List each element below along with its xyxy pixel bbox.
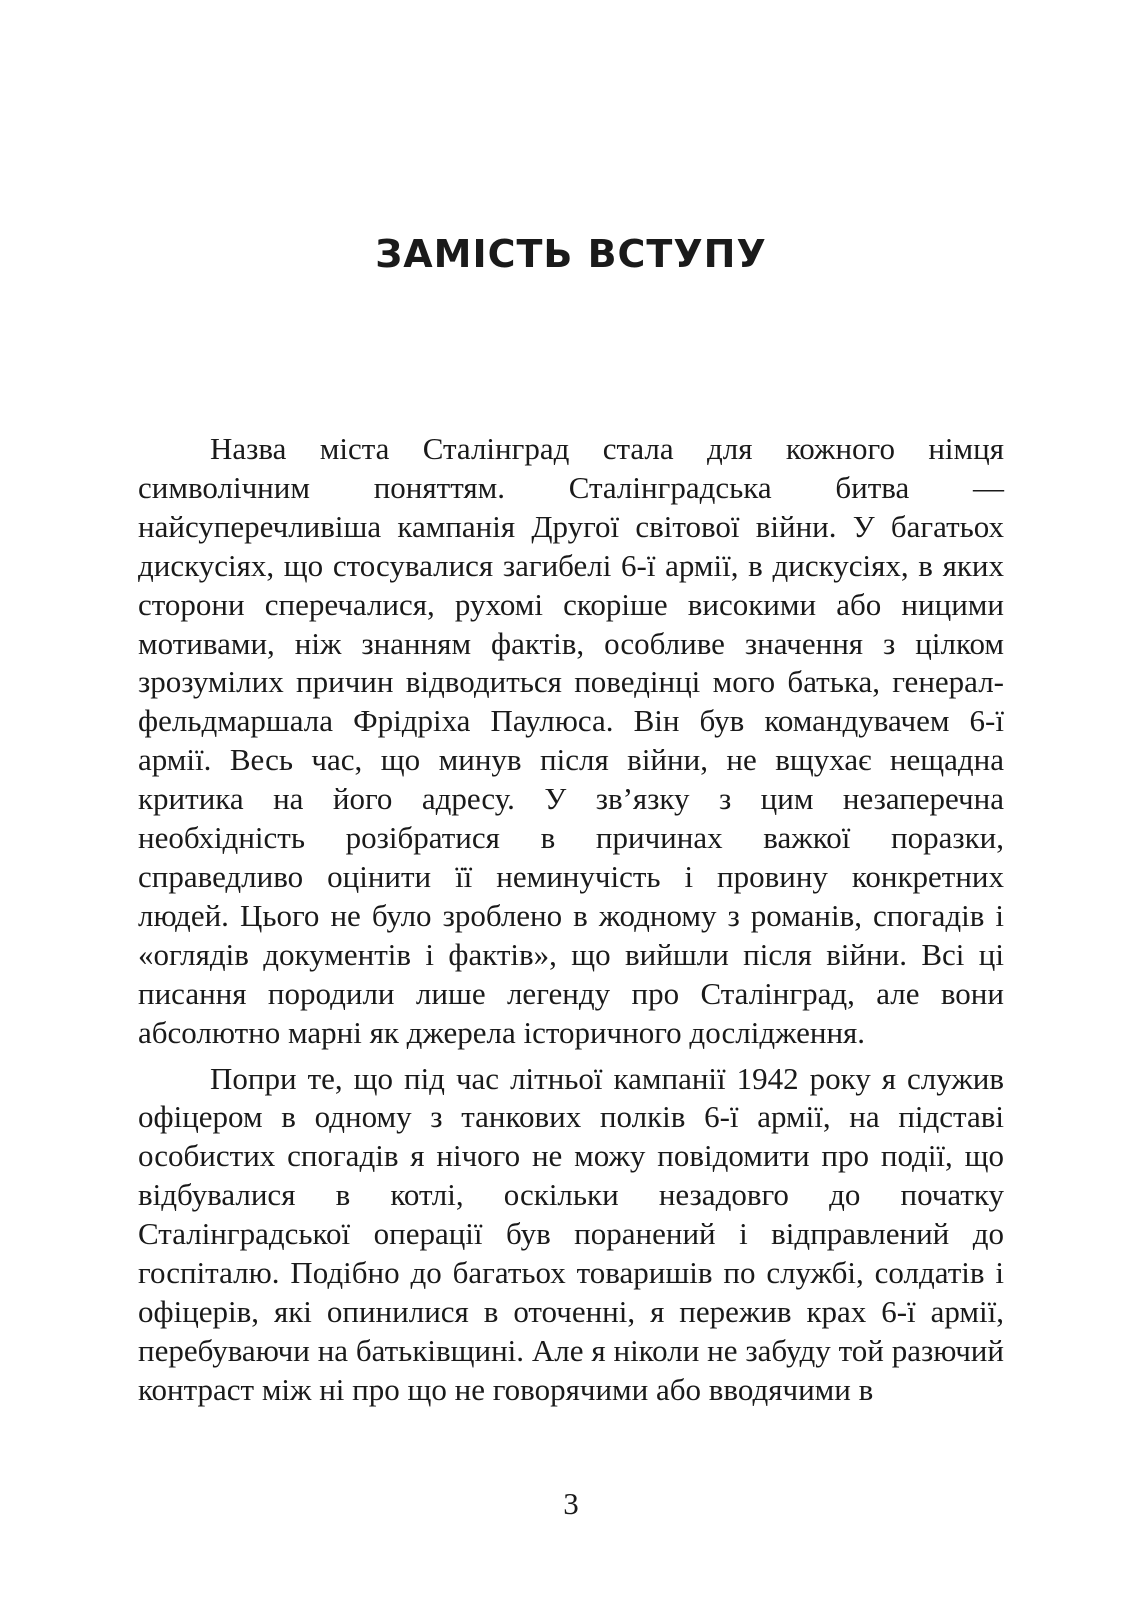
body-text [138,430,1004,1410]
paragraph-1: Назва міста Сталінград стала для кожного німця символічним поняттям. Сталінградська битва — найсуперечливіша кампанія Другої світової війни. У багатьох дискусіях, що стосувалися загибелі 6-ї армії, в дискусіях, в яких сторони сперечалися, рухомі скоріше високими або ницими мотивами, ніж знанням фактів, особливе значення з цілком зрозумілих причин відводиться поведінці мого батька, генерал-фельдмаршала Фрідріха Паулюса. Він був командувачем 6-ї армії. Весь час, що минув після війни, не вщухає нещадна критика на його адресу. У зв’язку з цим незаперечна необхідність розібратися в причинах важкої поразки, справедливо оцінити її неминучість і провину конкретних людей. Цього не було зроблено в жодному з романів, спогадів і «оглядів документів і фактів», що вийшли після війни. Всі ці писання породили лише легенду про Сталінград, але вони абсолютно марні як джерела історичного дослідження. [138,431,1004,1050]
page-number: 3 [563,1486,579,1521]
chapter-title: ЗАМІСТЬ ВСТУПУ [375,232,767,276]
paragraph-2: Попри те, що під час літньої кампанії 1942 року я служив офіцером в одному з танкових полків 6-ї армії, на підставі особистих спогадів я нічого не можу повідомити про події, що відбувалися в котлі, оскільки незадовго до початку Сталінградської операції був поранений і відправлений до госпіталю. Подібно до багатьох товаришів по службі, солдатів і офіцерів, які опинилися в оточенні, я пережив крах 6-ї армії, перебуваючи на батьківщині. Але я ніколи не забуду той разючий контраст між ні про що не говорячими або вводячими в [138,1060,1004,1407]
